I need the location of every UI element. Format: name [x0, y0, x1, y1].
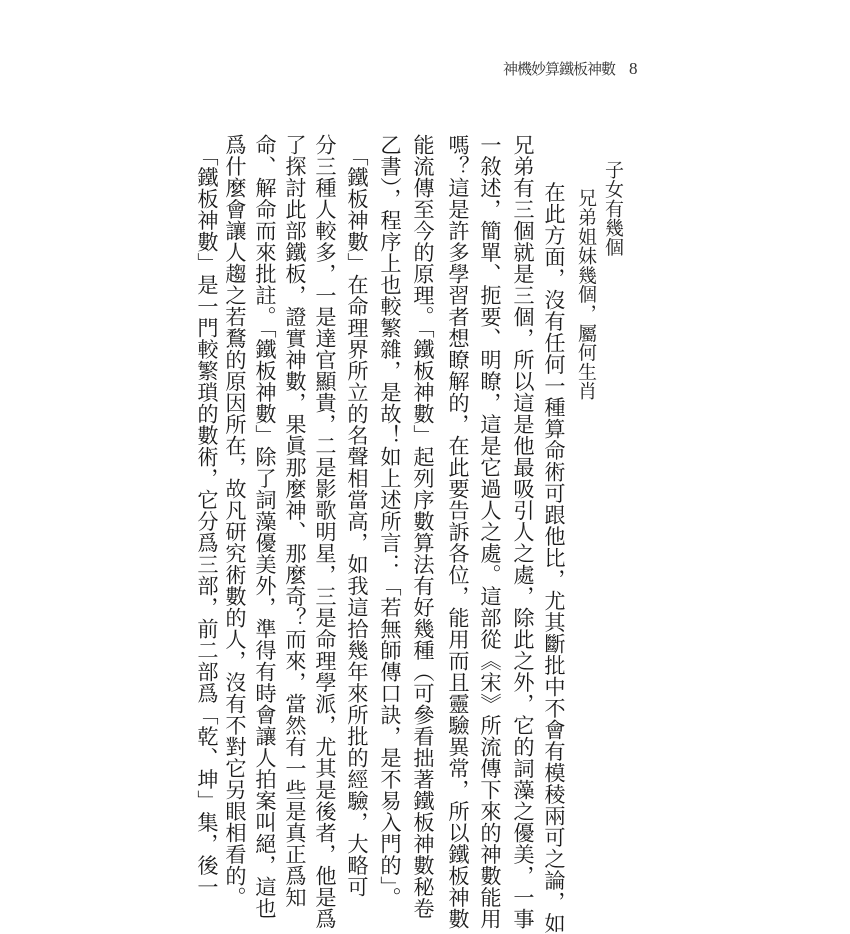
- text-column-12: 「鐵板神數」是一門較繁瑣的數術，它分爲三部，前二部爲「乾、坤」集，後一: [195, 134, 220, 898]
- text-column-4: 嗎？這是許多學習者想瞭解的，在此要告訴各位，能用而且靈驗異常，所以鐵板神數: [446, 134, 471, 930]
- heading-children: 子女有幾個: [602, 160, 624, 257]
- text-column-1: 在此方面，沒有任何一種算命術可跟他比，尤其斷批中不會有模稜兩可之論，如: [542, 160, 567, 934]
- text-column-5: 能流傳至今的原理。「鐵板神數」起列序數算法有好幾種（可參看拙著鐵板神數秘卷: [411, 134, 436, 919]
- page-number: 8: [629, 59, 637, 78]
- text-column-11: 爲什麼會讓人趨之若鶩的原因所在，故凡研究術數的人，沒有不對它另眼相看的。: [223, 134, 248, 908]
- text-column-2: 兄弟有三個就是三個，所以這是他最吸引人之處，除此之外，它的詞藻之優美，一事: [511, 134, 536, 930]
- text-column-9: 了探討此部鐵板，證實神數，果眞那麼神、那麼奇？而來，當然有一些是真正爲知: [283, 134, 308, 908]
- text-column-6: 乙書），程序上也較繁雜，是故！如上述所言：「若無師傳口訣，是不易入門的」。: [378, 134, 403, 909]
- text-column-8: 分三種人較多，一是達官顯貴，二是影歌明星，三是命理學派，尤其是後者，他是爲: [313, 134, 338, 930]
- heading-siblings: 兄弟姐妹幾個，屬何生肖: [575, 188, 597, 401]
- header-title: 神機妙算鐵板神數: [503, 60, 616, 78]
- text-column-10: 命、解命而來批註。「鐵板神數」除了詞藻優美外，準得有時會讓人拍案叫絕，這也: [253, 134, 278, 919]
- text-column-7: 「鐵板神數」在命理界所立的名聲相當高，如我這拾幾年來所批的經驗，大略可: [345, 134, 370, 898]
- text-column-3: 一敘述，簡單、扼要、明瞭，這是它過人之處。這部從《宋》所流傳下來的神數能用: [478, 134, 503, 930]
- running-header: [503, 58, 637, 79]
